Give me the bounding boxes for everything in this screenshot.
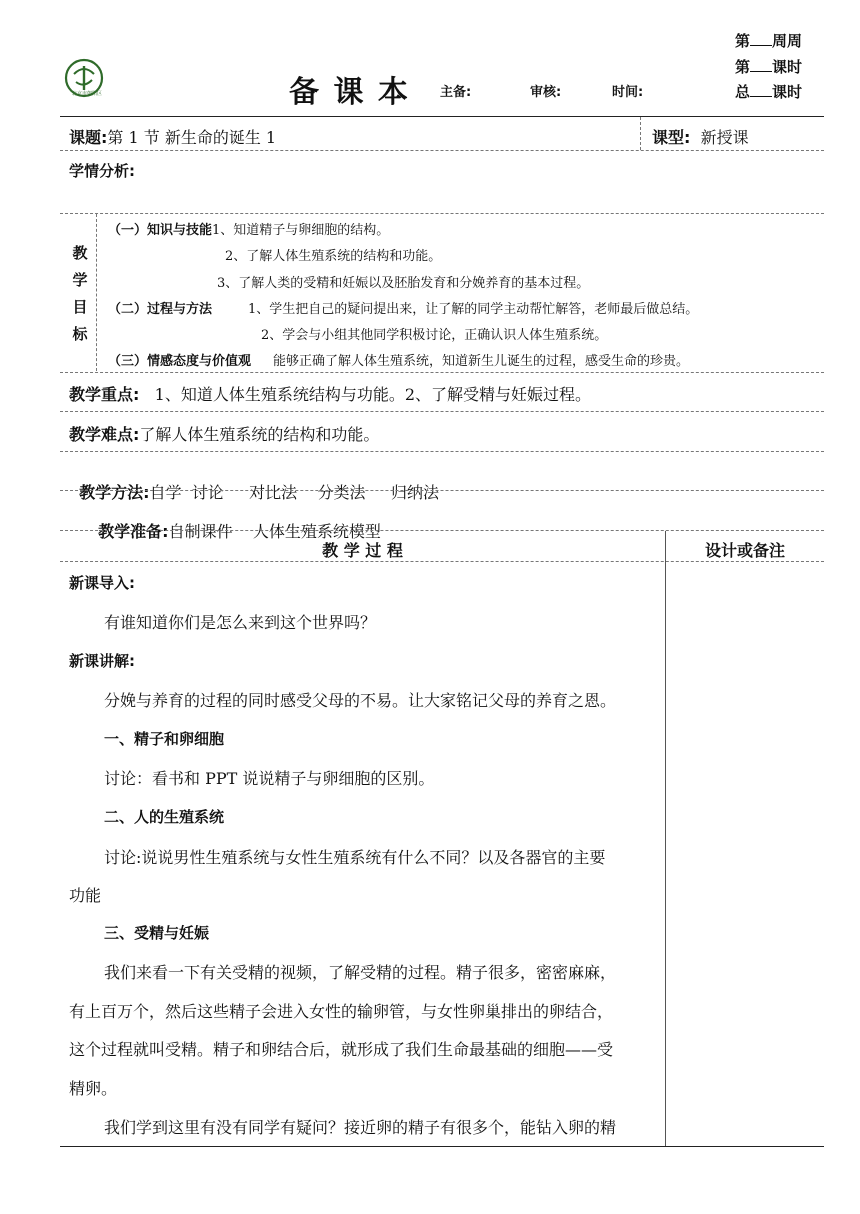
section-1-title: 一、精子和卵细胞	[104, 730, 225, 748]
objective-line-2	[225, 245, 441, 264]
objective-text-4: 1、学生把自己的疑问提出来，让了解的同学主动帮忙解答，老师最后做总结。	[248, 302, 699, 317]
lecture-label: 新课讲解:	[69, 652, 135, 670]
objective-heading-1: （一）知识与技能	[108, 223, 213, 238]
key-points-label: 教学重点:	[69, 385, 140, 404]
key-points-value: 1、知道人体生殖系统结构与功能。2、了解受精与妊娠过程。	[154, 385, 592, 404]
preparation-row	[88, 500, 381, 542]
side-char-1: 教	[72, 244, 88, 262]
objective-text-5: 2、学会与小组其他同学积极讨论，正确认识人体生殖系统。	[261, 328, 608, 343]
section-3-para2-line1: 我们学到这里有没有同学有疑问？接近卵的精子有很多个，能钻入卵的精	[104, 1118, 617, 1137]
objective-heading-2: （二）过程与方法	[108, 302, 213, 317]
process-heading: 教 学 过 程	[322, 541, 403, 560]
total-suffix: 课时	[772, 83, 803, 101]
methods-label: 教学方法:	[79, 483, 150, 502]
section-3-para1-line4: 精卵。	[69, 1079, 118, 1098]
objective-line-1	[108, 219, 389, 238]
section-2-title: 二、人的生殖系统	[104, 808, 225, 826]
objective-line-3	[217, 272, 589, 291]
section-3-para1-line2: 有上百万个，然后这些精子会进入女性的输卵管，与女性卵巢排出的卵结合，	[69, 1002, 614, 1021]
week-prefix: 第	[735, 32, 751, 50]
objectives-side-label	[70, 240, 90, 348]
section-2-text-1: 讨论:说说男性生殖系统与女性生殖系统有什么不同？以及各器官的主要	[104, 848, 606, 867]
total-blank	[750, 82, 772, 97]
type-row	[652, 125, 749, 148]
rule-preparation	[60, 530, 824, 531]
logo-caption: 北京市朝阳区	[71, 91, 102, 97]
week-suffix: 周周	[772, 32, 803, 50]
objective-line-4	[108, 298, 698, 317]
type-value: 新授课	[700, 128, 749, 147]
objective-line-5	[261, 324, 607, 343]
objective-text-6: 能够正确了解人体生殖系统，知道新生儿诞生的过程，感受生命的珍贵。	[273, 354, 690, 369]
page-bottom-rule	[60, 1146, 824, 1147]
rule-methods	[60, 490, 824, 491]
zhubei-label: 主备:	[440, 85, 472, 100]
objectives-divider	[96, 214, 97, 371]
section-1-text: 讨论：看书和 PPT 说说精子与卵细胞的区别。	[104, 769, 435, 788]
topic-label: 课题:	[69, 128, 108, 147]
side-char-4: 标	[72, 325, 88, 343]
week-field	[735, 30, 802, 51]
lesson-field	[735, 56, 802, 77]
objective-line-6	[108, 350, 689, 369]
section-3-para1-line3: 这个过程就叫受精。精子和卵结合后，就形成了我们生命最基础的细胞——受	[69, 1040, 614, 1059]
intro-label: 新课导入:	[69, 574, 135, 592]
objective-text-1: 1、知道精子与卵细胞的结构。	[212, 223, 390, 238]
intro-text: 有谁知道你们是怎么来到这个世界吗？	[104, 613, 377, 632]
rule-key-points	[60, 411, 824, 412]
methods-value: 自学 讨论 对比法 分类法 归纳法	[149, 483, 439, 502]
notes-heading: 设计或备注	[704, 541, 785, 560]
lecture-text: 分娩与养育的过程的同时感受父母的不易。让大家铭记父母的养育之恩。	[104, 691, 617, 710]
section-3-title: 三、受精与妊娠	[104, 924, 210, 942]
objective-text-3: 3、了解人类的受精和妊娠以及胚胎发育和分娩养育的基本过程。	[217, 276, 590, 291]
difficulties-value: 了解人体生殖系统的结构和功能。	[139, 425, 380, 444]
section-3-para1-line1: 我们来看一下有关受精的视频，了解受精的过程。精子很多，密密麻麻，	[104, 963, 617, 982]
lesson-blank	[750, 57, 772, 72]
key-points-row	[69, 382, 591, 405]
objective-text-2: 2、了解人体生殖系统的结构和功能。	[225, 249, 442, 264]
side-char-2: 学	[72, 271, 88, 289]
preparation-value: 自制课件 人体生殖系统模型	[168, 522, 381, 541]
section-2-text-2: 功能	[69, 886, 102, 905]
side-char-3: 目	[72, 298, 88, 316]
total-field	[735, 81, 802, 102]
difficulties-label: 教学难点:	[69, 425, 140, 444]
week-blank	[750, 31, 772, 46]
analysis-label: 学情分析:	[69, 162, 135, 180]
objective-heading-3: （三）情感态度与价值观	[108, 354, 252, 369]
topic-divider	[640, 117, 641, 150]
page-title: 备 课 本	[289, 75, 410, 110]
total-prefix: 总	[735, 83, 751, 101]
preparation-label: 教学准备:	[98, 522, 169, 541]
topic-row	[69, 125, 276, 148]
lesson-prefix: 第	[735, 58, 751, 76]
notes-column-divider	[665, 531, 666, 1146]
shenhe-label: 审核:	[530, 85, 562, 100]
header-rule	[60, 116, 824, 117]
shijian-label: 时间:	[612, 85, 644, 100]
rule-analysis	[60, 213, 824, 214]
rule-objectives	[60, 372, 824, 373]
rule-topic	[60, 150, 824, 151]
type-label: 课型:	[652, 128, 691, 147]
lesson-suffix: 课时	[772, 58, 803, 76]
difficulties-row	[69, 422, 379, 445]
rule-process-heading	[60, 561, 824, 562]
rule-difficulties	[60, 451, 824, 452]
topic-value: 第 1 节 新生命的诞生 1	[107, 128, 277, 147]
methods-row	[69, 461, 439, 503]
